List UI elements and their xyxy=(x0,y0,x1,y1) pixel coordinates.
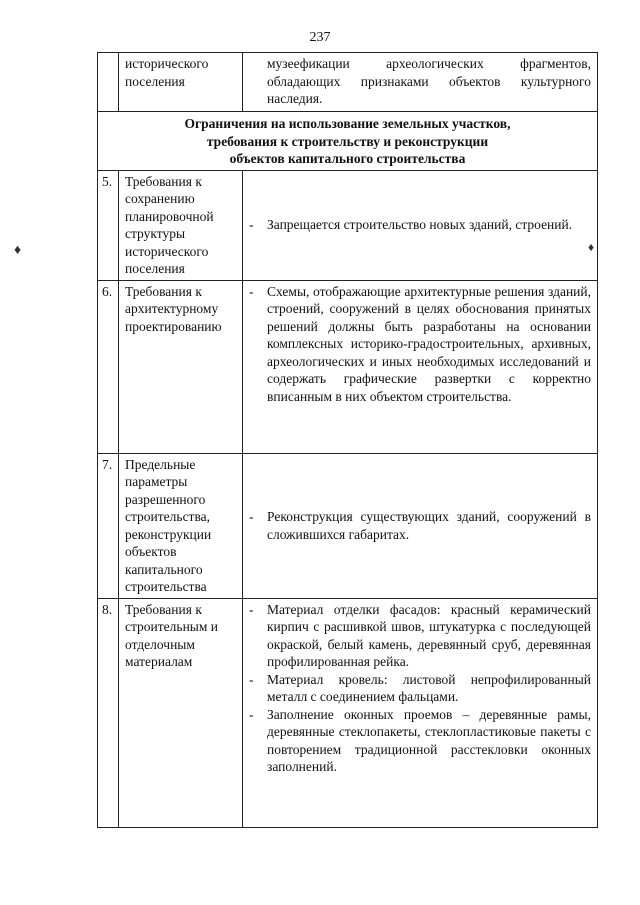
list-dash: - xyxy=(249,706,254,722)
requirements-table xyxy=(97,52,598,828)
row-number xyxy=(98,53,119,112)
scan-artifact-mark: ♦ xyxy=(14,243,22,258)
row-requirement: - Схемы, отображающие архитектурные решения зданий, строений, сооружений в целях обоснования принятых решений должны быть разработаны на основании комплексных историко-градостроительных, архивных, археологических и иных необходимых исследований и содержать графические развертки с корректно вписанным в них объектом строительства. xyxy=(243,280,598,453)
row-number: 5. xyxy=(98,170,119,280)
row-number: 8. xyxy=(98,598,119,827)
row-number: 6. xyxy=(98,280,119,453)
list-dash: - xyxy=(249,671,254,687)
row-requirement xyxy=(243,598,598,827)
table-row-6 xyxy=(98,280,598,453)
section-title-line1: Ограничения на использование земельных участков, xyxy=(184,116,511,131)
list-dash: - xyxy=(249,601,254,617)
table-row-continued xyxy=(98,53,598,112)
list-item: - Материал кровель: листовой непрофилированный металл с соединением фальцами. xyxy=(249,671,591,704)
row-name: Требования к строительным и отделочным материалам xyxy=(119,598,243,827)
section-title xyxy=(98,112,598,171)
row-name: исторического поселения xyxy=(119,53,243,112)
table-row-5 xyxy=(98,170,598,280)
list-item: - Заполнение оконных проемов – деревянные рамы, деревянные стеклопакеты, стеклопластиковые пакеты с повторением традиционной расстекловки оконных заполнений. xyxy=(249,706,591,774)
list-item: - Материал отделки фасадов: красный керамический кирпич с расшивкой швов, штукатурка с последующей окраской, белый камень, деревянный сруб, деревянная профилированная рейка. xyxy=(249,601,591,669)
table-row-7 xyxy=(98,453,598,598)
row-name: Требования к сохранению планировочной структуры исторического поселения xyxy=(119,170,243,280)
row-name: Предельные параметры разрешенного строительства, реконструкции объектов капитального строительства xyxy=(119,453,243,598)
section-title-line2: требования к строительству и реконструкции xyxy=(206,133,489,149)
section-header-row xyxy=(98,112,598,171)
list-dash: - xyxy=(249,509,254,524)
row-name: Требования к архитектурному проектированию xyxy=(119,280,243,453)
table-row-8 xyxy=(98,598,598,827)
row-requirement: - Запрещается строительство новых зданий, строений. xyxy=(243,170,598,280)
page-number: 237 xyxy=(309,30,331,45)
list-dash: - xyxy=(249,217,254,233)
row-number: 7. xyxy=(98,453,119,598)
list-dash: - xyxy=(249,283,254,299)
row-requirement: музеефикации археологических фрагментов, обладающих признаками объектов культурного наследия. xyxy=(243,53,598,112)
row-requirement: - Реконструкция существующих зданий, сооружений в сложившихся габаритах. xyxy=(243,453,598,598)
section-title-line3: объектов капитального строительства xyxy=(229,151,466,166)
scan-artifact-mark-right: ♦ xyxy=(588,240,595,254)
